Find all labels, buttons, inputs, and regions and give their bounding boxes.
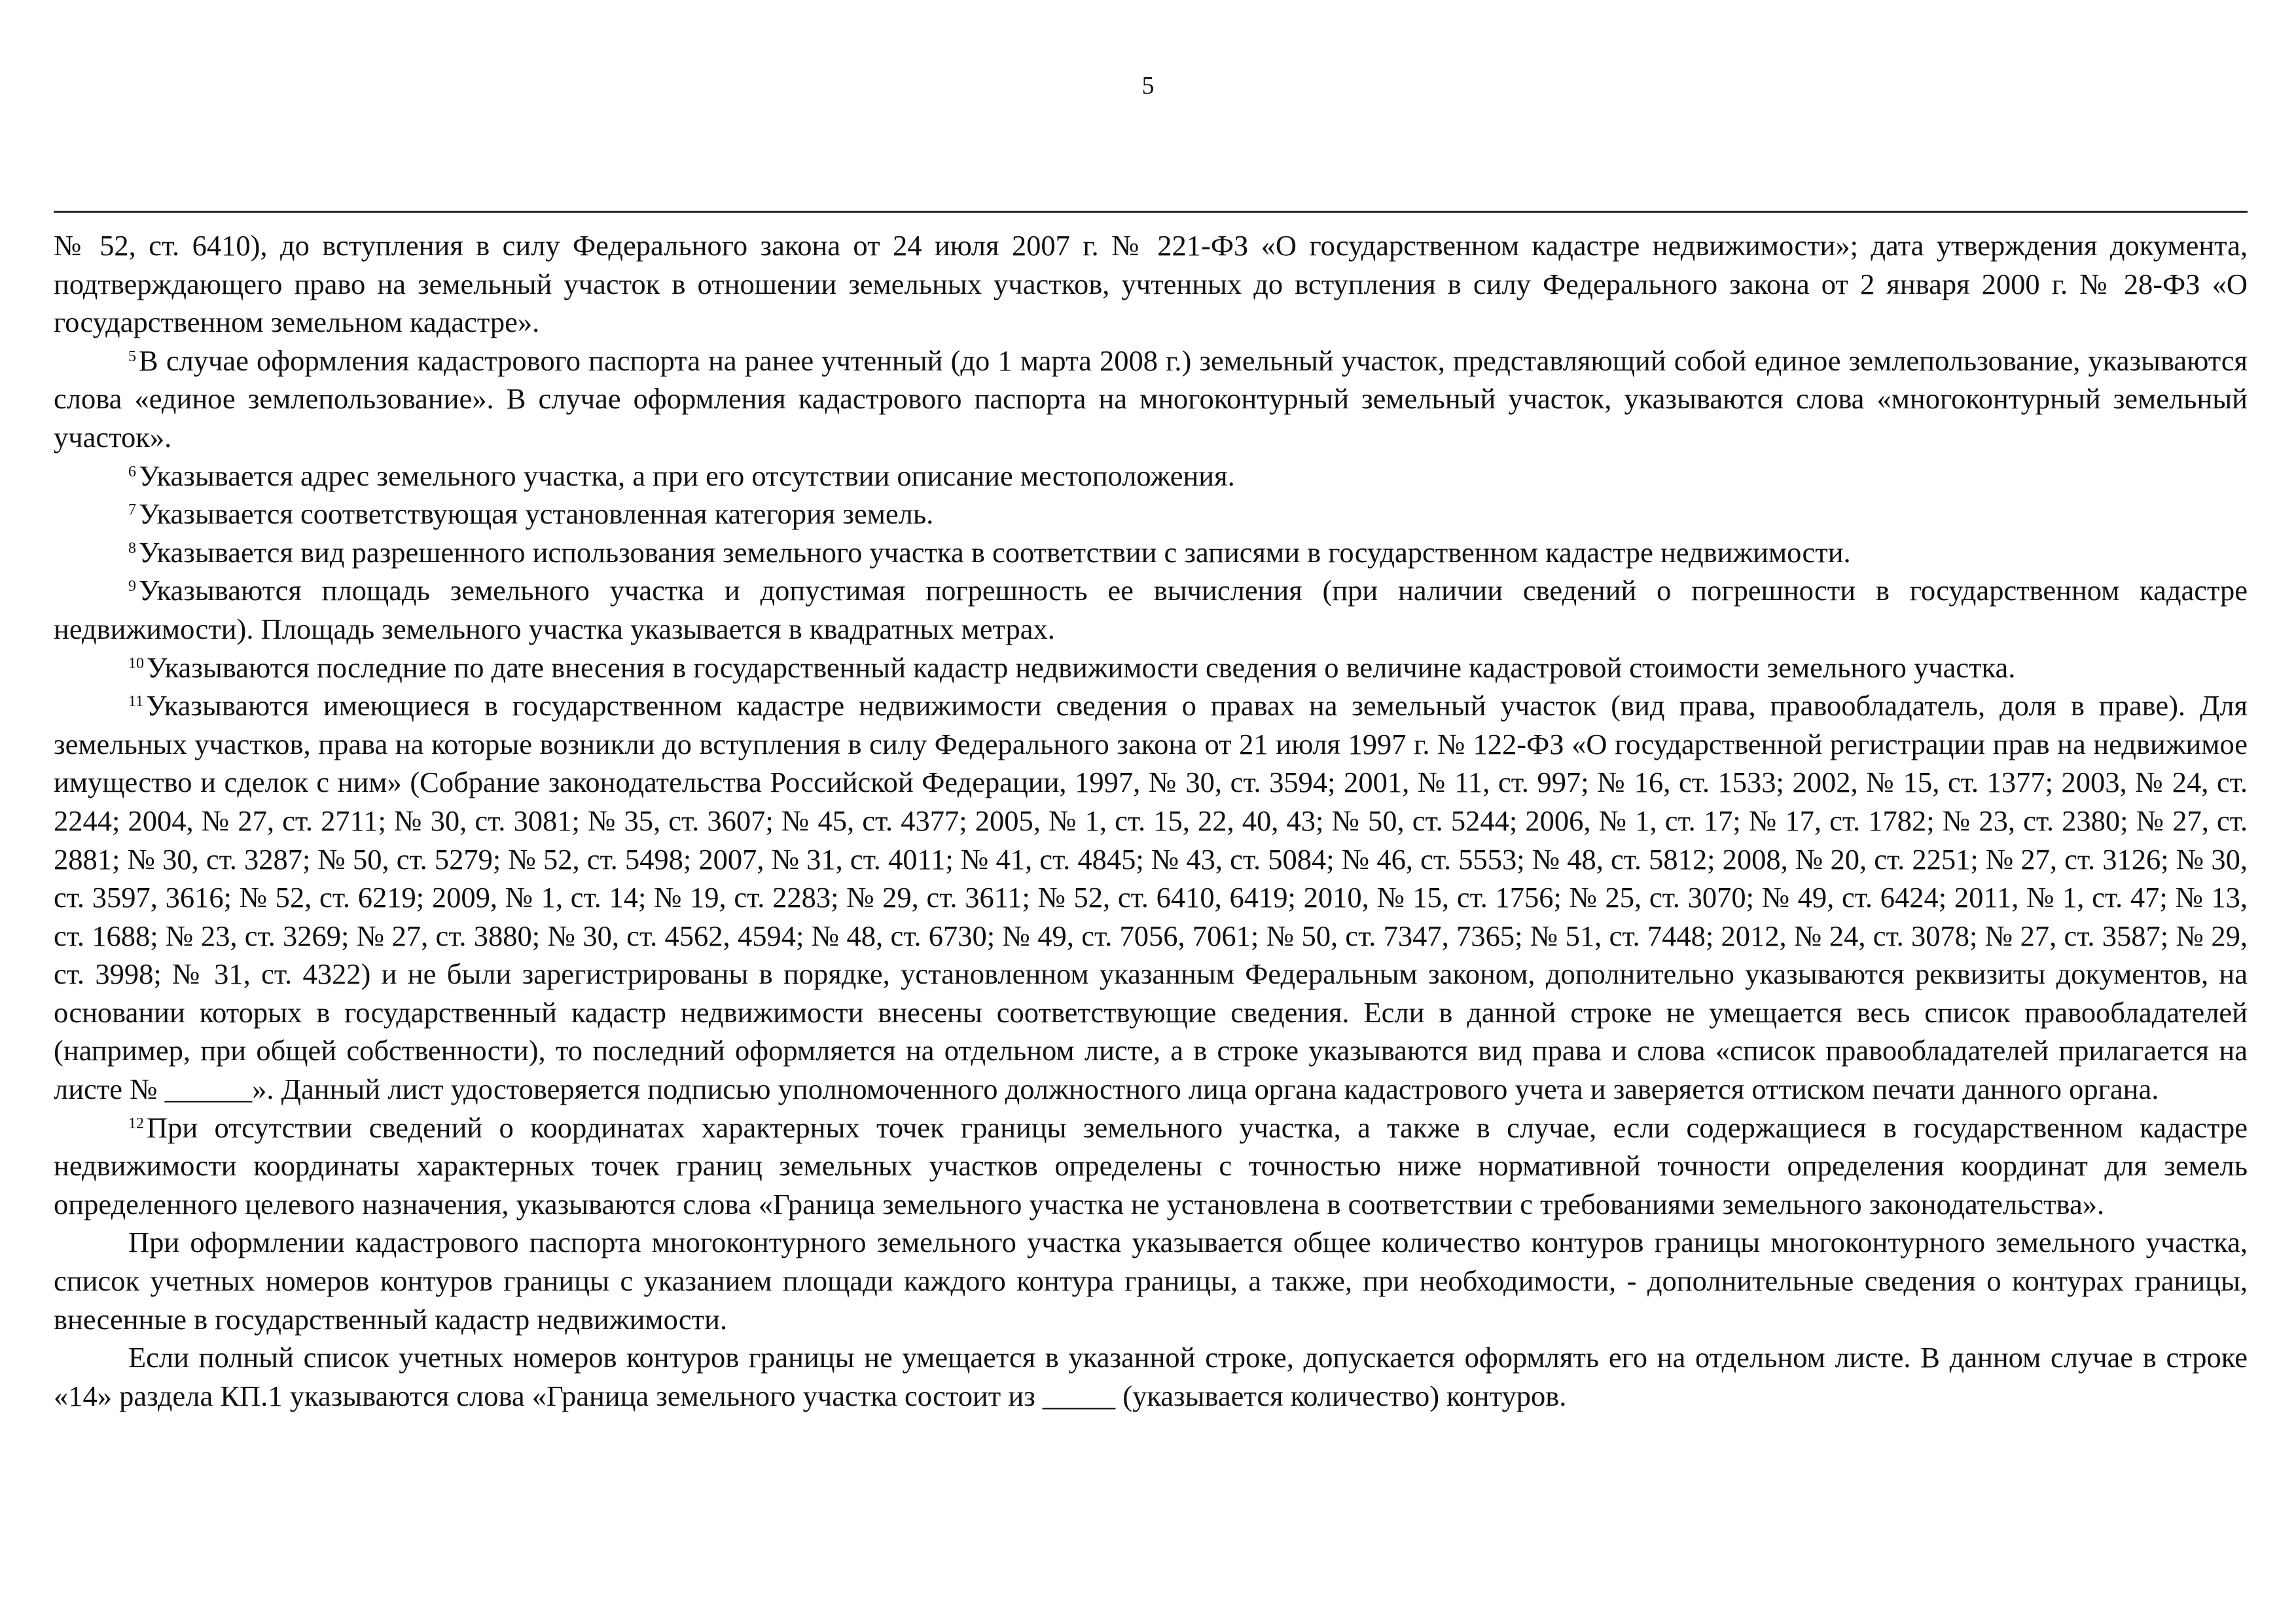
footnote-text: Указывается соответствующая установленная категория земель. [139,497,934,531]
footnote-11 [54,687,2248,1109]
footnote-10 [54,649,2248,687]
footnote-marker: 5 [128,348,136,365]
footnote-text: Указывается адрес земельного участка, а при его отсутствии описание местоположения. [139,459,1235,492]
paragraph-multicontour [54,1223,2248,1338]
footnote-marker: 6 [128,463,136,480]
footnote-separator [54,211,2248,213]
page-number: 5 [1141,72,1155,99]
footnote-12 [54,1109,2248,1224]
paragraph-text: При оформлении кадастрового паспорта многоконтурного земельного участка указывается общее количество контуров границы многоконтурного земельного участка, список учетных номеров контуров границы с указанием площади каждого контура границы, а также, при необходимости, - дополнительные сведения о контурах границы, внесенные в государственный кадастр недвижимости. [54,1226,2248,1336]
paragraph-text: Если полный список учетных номеров контуров границы не умещается в указанной строке, допускается оформлять его на отдельном листе. В данном случае в строке «14» раздела КП.1 указываются слова «Граница земельного участка состоит из _____ (указывается количество) контуров. [54,1341,2248,1412]
footnote-marker: 10 [128,654,144,672]
footnote-6 [54,457,2248,495]
footnote-text: В случае оформления кадастрового паспорта на ранее учтенный (до 1 марта 2008 г.) земельный участок, представляющий собой единое землепользование, указываются слова «единое землепользование». В случае оформления кадастрового паспорта на многоконтурный земельный участок, указываются слова «многоконтурный земельный участок». [54,344,2248,454]
footnote-8 [54,533,2248,572]
footnotes-body [54,226,2248,1415]
footnote-marker: 12 [128,1115,144,1132]
footnote-continuation [54,226,2248,342]
footnote-text: Указываются площадь земельного участка и допустимая погрешность ее вычисления (при наличии сведений о погрешности в государственном кадастре недвижимости). Площадь земельного участка указывается в квадратных метрах. [54,574,2248,645]
footnote-text: Указываются последние по дате внесения в государственный кадастр недвижимости сведения о величине кадастровой стоимости земельного участка. [147,651,2016,684]
footnote-text: Указываются имеющиеся в государственном кадастре недвижимости сведения о правах на земельный участок (вид права, правообладатель, доля в праве). Для земельных участков, права на которые возникли до вступления в силу Федерального закона от 21 июля 1997 г. № 122-ФЗ «О государственной регистрации прав на недвижимое имущество и сделок с ним» (Собрание законодательства Российской Федерации, 1997, № 30, ст. 3594; 2001, № 11, ст. 997; № 16, ст. 1533; 2002, № 15, ст. 1377; 2003, № 24, ст. 2244; 2004, № 27, ст. 2711; № 30, ст. 3081; № 35, ст. 3607; № 45, ст. 4377; 2005, № 1, ст. 15, 22, 40, 43; № 50, ст. 5244; 2006, № 1, ст. 17; № 17, ст. 1782; № 23, ст. 2380; № 27, ст. 2881; № 30, ст. 3287; № 50, ст. 5279; № 52, ст. 5498; 2007, № 31, ст. 4011; № 41, ст. 4845; № 43, ст. 5084; № 46, ст. 5553; № 48, ст. 5812; 2008, № 20, ст. 2251; № 27, ст. 3126; № 30, ст. 3597, 3616; № 52, ст. 6219; 2009, № 1, ст. 14; № 19, ст. 2283; № 29, ст. 3611; № 52, ст. 6410, 6419; 2010, № 15, ст. 1756; № 25, ст. 3070; № 49, ст. 6424; 2011, № 1, ст. 47; № 13, ст. 1688; № 23, ст. 3269; № 27, ст. 3880; № 30, ст. 4562, 4594; № 48, ст. 6730; № 49, ст. 7056, 7061; № 50, ст. 7347, 7365; № 51, ст. 7448; 2012, № 24, ст. 3078; № 27, ст. 3587; № 29, ст. 3998; № 31, ст. 4322) и не были зарегистрированы в порядке, установленном указанным Федеральным законом, дополнительно указываются реквизиты документов, на основании которых в государственный кадастр недвижимости внесены соответствующие сведения. Если в данной строке не умещается весь список правообладателей (например, при общей собственности), то последний оформляется на отдельном листе, а в строке указываются вид права и слова «список правообладателей прилагается на листе № ______». Данный лист удостоверяется подписью уполномоченного должностного лица органа кадастрового учета и заверяется оттиском печати данного органа. [54,689,2248,1106]
footnote-text: № 52, ст. 6410), до вступления в силу Федерального закона от 24 июля 2007 г. № 221-ФЗ «О государственном кадастре недвижимости»; дата утверждения документа, подтверждающего право на земельный участок в отношении земельных участков, учтенных до вступления в силу Федерального закона от 2 января 2000 г. № 28-ФЗ «О государственном земельном кадастре». [54,229,2248,339]
footnote-9 [54,571,2248,648]
footnote-5 [54,342,2248,457]
footnote-7 [54,495,2248,533]
footnote-text: При отсутствии сведений о координатах характерных точек границы земельного участка, а также в случае, если содержащиеся в государственном кадастре недвижимости координаты характерных точек границ земельных участков определены с точностью ниже нормативной точности определения координат для земель определенного целевого назначения, указываются слова «Граница земельного участка не установлена в соответствии с требованиями земельного законодательства». [54,1111,2248,1221]
footnote-marker: 8 [128,539,136,557]
footnote-marker: 11 [128,693,144,711]
footnote-text: Указывается вид разрешенного использования земельного участка в соответствии с записями в государственном кадастре недвижимости. [139,535,1851,569]
paragraph-contour-list [54,1338,2248,1415]
footnote-marker: 9 [128,578,136,596]
footnote-marker: 7 [128,501,136,519]
